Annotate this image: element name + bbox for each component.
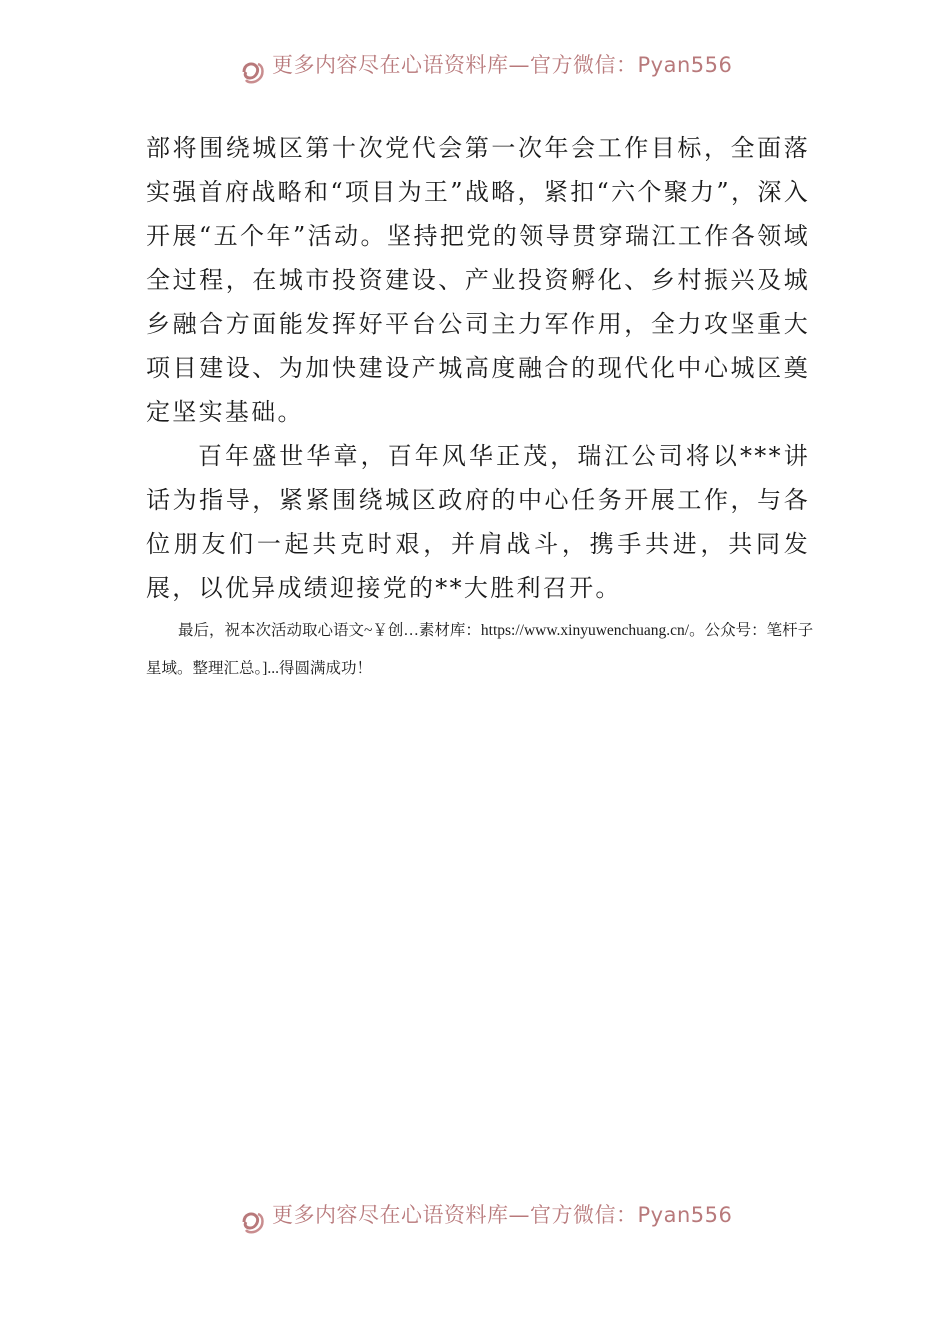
logo-icon [238, 1208, 268, 1236]
header-banner-text: 更多内容尽在心语资料库—官方微信：Pyan556 [272, 54, 733, 77]
logo-icon [238, 58, 268, 86]
footer-banner [0, 1204, 950, 1240]
paragraph-2: 百年盛世华章，百年风华正茂，瑞江公司将以***讲话为指导，紧紧围绕城区政府的中心任务开展工作，与各位朋友们一起共克时艰，并肩战斗，携手共进，共同发展，以优异成绩迎接党的**大胜利召开。 [146, 442, 810, 602]
closing-note: 最后，祝本次活动取心语文~￥创…素材库：https://www.xinyuwenchuang.cn/。公众号：笔杆子星域。整理汇总。]...得圆满成功！ [146, 622, 814, 677]
document-body [146, 126, 814, 688]
footer-banner-text: 更多内容尽在心语资料库—官方微信：Pyan556 [272, 1204, 733, 1227]
header-banner [0, 54, 950, 90]
paragraph-1: 部将围绕城区第十次党代会第一次年会工作目标，全面落实强首府战略和“项目为王”战略，紧扣“六个聚力”，深入开展“五个年”活动。坚持把党的领导贯穿瑞江工作各领域全过程，在城市投资建设、产业投资孵化、乡村振兴及城乡融合方面能发挥好平台公司主力军作用，全力攻坚重大项目建设、为加快建设产城高度融合的现代化中心城区奠定坚实基础。 [146, 134, 810, 426]
